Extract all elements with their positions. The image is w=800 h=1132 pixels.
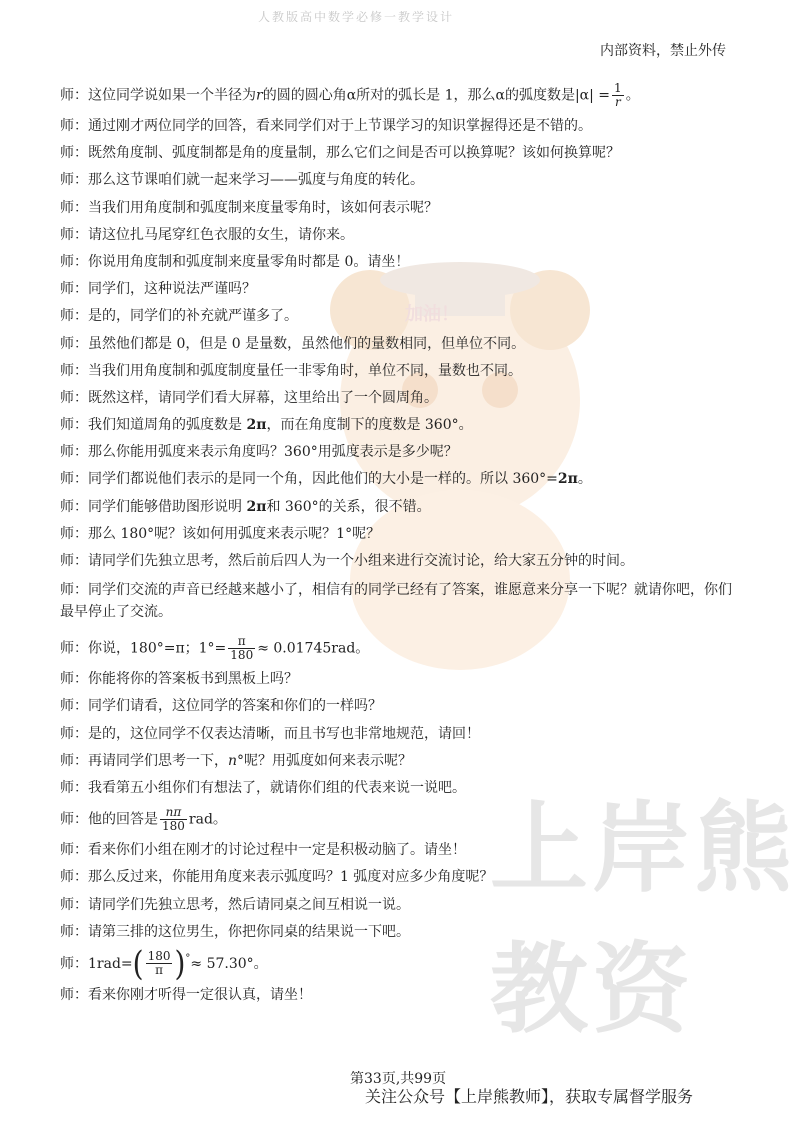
line-text: 我们知道周角的弧度数是 <box>88 417 247 434</box>
line-text: 的圆的圆心角α所对的弧长是 1，那么α的弧度数是 <box>262 87 575 104</box>
speaker-label: 师： <box>60 725 88 742</box>
transcript-line <box>60 280 740 298</box>
speaker-label: 师： <box>60 671 88 688</box>
speaker-label: 师： <box>60 582 88 599</box>
footer-promo: 关注公众号【上岸熊教师】，获取专属督学服务 <box>365 1087 694 1106</box>
speaker-label: 师： <box>60 752 88 769</box>
line-text: ≈ 57.30°。 <box>190 955 268 972</box>
line-text: ≈ 0.01745rad。 <box>257 640 370 657</box>
speaker-label: 师： <box>60 842 88 859</box>
speaker-label: 师： <box>60 640 88 657</box>
header-faint-title: 人教版高中数学必修一教学设计 <box>258 10 455 22</box>
transcript-line <box>60 579 740 623</box>
line-text: 看来你刚才听得一定很认真，请坐！ <box>88 986 312 1003</box>
line-text: 请同学们先独立思考，然后请同桌之间互相说一说。 <box>88 896 410 913</box>
line-text: 和 360°的关系，很不错。 <box>266 498 431 515</box>
fraction: $\frac{1}{r}$ <box>614 81 622 109</box>
math-term: 2π <box>246 417 267 434</box>
speaker-label: 师： <box>60 869 88 886</box>
line-text: 1rad= <box>88 955 133 972</box>
line-text: 当我们用角度制和弧度制来度量零角时，该如何表示呢？ <box>88 199 438 216</box>
speaker-label: 师： <box>60 226 88 243</box>
math-variable: r <box>256 87 263 104</box>
transcript-line <box>60 986 740 1004</box>
speaker-label: 师： <box>60 417 88 434</box>
line-text: 同学们能够借助图形说明 <box>88 498 247 515</box>
transcript-line <box>60 868 740 886</box>
line-text: 这位同学说如果一个半径为 <box>88 87 256 104</box>
speaker-label: 师： <box>60 471 88 488</box>
transcript-line <box>60 806 740 833</box>
speaker-label: 师： <box>60 698 88 715</box>
transcript-line <box>60 226 740 244</box>
transcript-line <box>60 725 740 743</box>
speaker-label: 师： <box>60 525 88 542</box>
speaker-label: 师： <box>60 253 88 270</box>
line-text: 同学们都说他们表示的是同一个角，因此他们的大小是一样的。所以 360°= <box>88 471 558 488</box>
line-text: 同学们，这种说法严谨吗？ <box>88 281 256 298</box>
line-text: 。 <box>625 87 640 104</box>
line-text: 你说用角度制和弧度制来度量零角时都是 0。请坐！ <box>88 253 410 270</box>
line-text: 。 <box>577 471 592 488</box>
line-text: ，而在角度制下的度数是 360°。 <box>266 417 473 434</box>
line-text: 虽然他们都是 0，但是 0 是量数，虽然他们的量数相同，但单位不同。 <box>88 335 526 352</box>
transcript-line <box>60 670 740 688</box>
line-text: 那么你能用弧度来表示角度吗？360°用弧度表示是多少呢？ <box>88 444 458 461</box>
lesson-transcript <box>60 82 740 1013</box>
transcript-line <box>60 335 740 353</box>
transcript-line <box>60 697 740 715</box>
transcript-line <box>60 416 740 434</box>
transcript-line <box>60 841 740 859</box>
speaker-label: 师： <box>60 281 88 298</box>
transcript-line <box>60 362 740 380</box>
line-text: 同学们交流的声音已经越来越小了，相信有的同学已经有了答案，谁愿意来分享一下呢？就请你吧，你们最早停止了交流。 <box>60 582 732 621</box>
transcript-line <box>60 117 740 135</box>
line-text: 请第三排的这位男生，你把你同桌的结果说一下吧。 <box>88 923 410 940</box>
transcript-line <box>60 943 740 984</box>
line-text: 既然角度制、弧度制都是角的度量制，那么它们之间是否可以换算呢？该如何换算呢？ <box>88 145 620 162</box>
line-text: 呢？用弧度如何来表示呢？ <box>244 752 413 769</box>
transcript-line <box>60 923 740 941</box>
speaker-label: 师： <box>60 923 88 940</box>
line-text: 再请同学们思考一下， <box>88 752 228 769</box>
speaker-label: 师： <box>60 118 88 134</box>
transcript-line <box>60 389 740 407</box>
transcript-line <box>60 144 740 162</box>
line-text: 看来你们小组在刚才的讨论过程中一定是积极动脑了。请坐！ <box>88 842 466 859</box>
watermark-text: 上岸熊教资 <box>490 792 797 1047</box>
line-text: 那么 180°呢？该如何用弧度来表示呢？1°呢？ <box>88 525 381 542</box>
speaker-label: 师： <box>60 199 88 216</box>
line-text: 你能将你的答案板书到黑板上吗？ <box>88 671 298 688</box>
speaker-label: 师： <box>60 444 88 461</box>
confidential-note: 内部资料，禁止外传 <box>600 43 726 59</box>
left-paren: ( <box>132 943 144 984</box>
transcript-line <box>60 171 740 189</box>
line-text: 那么反过来，你能用角度来表示弧度吗？1 弧度对应多少角度呢？ <box>88 869 494 886</box>
speaker-label: 师： <box>60 553 88 569</box>
transcript-line <box>60 253 740 271</box>
line-text: 他的回答是 <box>88 811 158 828</box>
right-paren: ) <box>174 943 186 984</box>
fraction: $\frac{180}{\pi}$ <box>147 949 171 978</box>
transcript-line <box>60 470 740 488</box>
speaker-label: 师： <box>60 986 88 1003</box>
transcript-line <box>60 779 740 797</box>
transcript-line <box>60 896 740 914</box>
speaker-label: 师： <box>60 145 88 162</box>
transcript-line <box>60 525 740 543</box>
speaker-label: 师： <box>60 362 88 379</box>
line-text: 是的，这位同学不仅表达清晰，而且书写也非常地规范，请回！ <box>88 725 480 742</box>
line-text: 你说，180°=π；1°= <box>88 640 227 657</box>
transcript-line <box>60 552 740 570</box>
speaker-label: 师： <box>60 955 88 972</box>
speaker-label: 师： <box>60 389 88 406</box>
fraction: $\frac{\pi}{180}$ <box>230 634 254 663</box>
badge-text: 加油！ <box>405 304 459 325</box>
speaker-label: 师： <box>60 172 88 189</box>
line-text: 我看第五小组你们有想法了，就请你们组的代表来说一说吧。 <box>88 779 466 796</box>
line-text: 请同学们先独立思考，然后前后四人为一个小组来进行交流讨论，给大家五分钟的时间。 <box>88 553 634 569</box>
math-term: 2π <box>246 498 267 515</box>
transcript-line <box>60 82 740 109</box>
speaker-label: 师： <box>60 335 88 352</box>
math-variable: n° <box>228 752 245 769</box>
math-abs: |α| = <box>574 87 611 104</box>
line-text: 请这位扎马尾穿红色衣服的女生，请你来。 <box>88 226 354 243</box>
speaker-label: 师： <box>60 896 88 913</box>
degree-superscript: ° <box>185 952 191 964</box>
transcript-line <box>60 635 740 662</box>
page-number: 第33页,共99页 <box>350 1071 447 1087</box>
line-text: rad。 <box>188 811 227 828</box>
math-term: 2π <box>557 471 578 488</box>
speaker-label: 师： <box>60 308 88 325</box>
line-text: 通过刚才两位同学的回答，看来同学们对于上节课学习的知识掌握得还是不错的。 <box>88 118 592 134</box>
line-text: 同学们请看，这位同学的答案和你们的一样吗？ <box>88 698 382 715</box>
speaker-label: 师： <box>60 87 88 104</box>
line-text: 是的，同学们的补充就严谨多了。 <box>88 308 298 325</box>
speaker-label: 师： <box>60 498 88 515</box>
line-text: 那么这节课咱们就一起来学习——弧度与角度的转化。 <box>88 172 424 189</box>
transcript-line <box>60 199 740 217</box>
fraction: $\frac{n\pi}{180}$ <box>162 805 185 834</box>
transcript-line <box>60 307 740 325</box>
line-text: 既然这样，请同学们看大屏幕，这里给出了一个圆周角。 <box>88 389 438 406</box>
transcript-line <box>60 443 740 461</box>
transcript-line <box>60 498 740 516</box>
transcript-line <box>60 752 740 770</box>
speaker-label: 师： <box>60 811 88 828</box>
line-text: 当我们用角度制和弧度制度量任一非零角时，单位不同，量数也不同。 <box>88 362 522 379</box>
speaker-label: 师： <box>60 779 88 796</box>
